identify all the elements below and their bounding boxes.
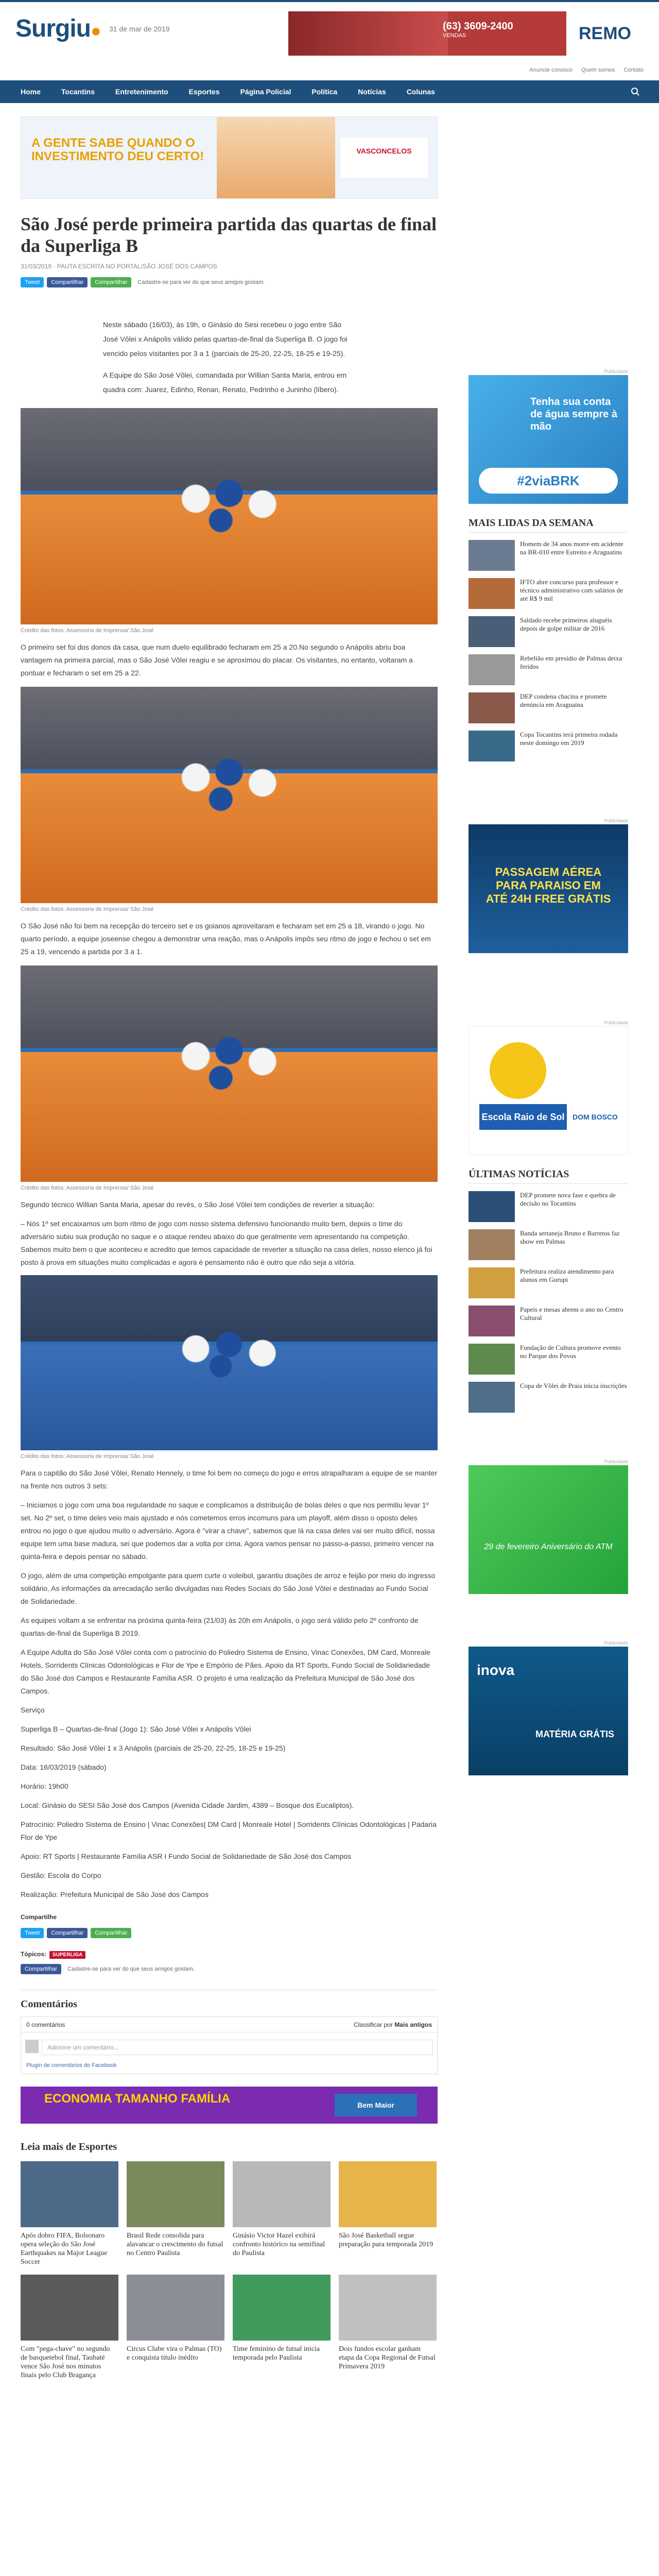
comments-title: Comentários xyxy=(21,1998,77,2010)
comment-input[interactable]: Adicione um comentário... xyxy=(42,2040,433,2055)
ad-label: Publicidade xyxy=(604,369,628,374)
related-card[interactable]: Dois fundos escolar ganham etapa da Copa Regional de Futsal Primavera 2019 xyxy=(339,2275,437,2380)
popular-item[interactable]: IFTO abre concurso para professor e técnico administrativo com salários de até R$ 9 mil xyxy=(469,578,628,609)
article-photo[interactable] xyxy=(21,1275,438,1450)
service-line: Data: 16/03/2019 (sábado) xyxy=(21,1763,107,1771)
ad-brand: inova xyxy=(477,1662,515,1678)
tags-row: Tópicos: SUPERLIGA xyxy=(21,1951,438,1959)
photo-caption: Crédito das fotos: Assessoria de Imprensa/ São José xyxy=(21,628,154,634)
tweet-button[interactable]: Tweet xyxy=(21,1928,44,1938)
ad-label: Publicidade xyxy=(604,1020,628,1025)
ad-tag: #2viaBRK xyxy=(479,468,618,494)
article-paragraph: Segundo técnico Willian Santa Maria, apesar do revés, o São José Vôlei tem condições de reverter a situação: xyxy=(21,1200,375,1209)
news-title: ÚLTIMAS NOTÍCIAS xyxy=(469,1168,628,1184)
share-bar xyxy=(21,277,438,287)
ad-text: Tenha sua conta de água sempre à mão xyxy=(530,396,617,432)
share-hint: Cadastre-se para ver do que seus amigos gostam. xyxy=(137,279,265,285)
photo-caption: Crédito das fotos: Assessoria de Imprensa/ São José xyxy=(21,906,154,912)
popular-item[interactable]: Saldado recebe primeiros aluguéis depois de golpe militar de 2016 xyxy=(469,616,628,647)
article-photo[interactable] xyxy=(21,965,438,1182)
sidebar-ad-inova[interactable] xyxy=(469,1647,628,1775)
service-line: Realização: Prefeitura Municipal de São José dos Campos xyxy=(21,1890,209,1899)
nav-item-colunas[interactable]: Colunas xyxy=(406,88,435,96)
related-card[interactable]: Com "pega-chave" no segundo de basquetebol final, Taubaté vence São José nos minutos finais pelo Club Bragança xyxy=(21,2275,118,2380)
article-body-2 xyxy=(21,1467,438,1901)
popular-item[interactable]: DEP condena chacina e promete denúncia em Araguaína xyxy=(469,692,628,723)
share-hint: Cadastre-se para ver do que seus amigos gostam. xyxy=(67,1966,195,1972)
ad-brand: VASCONCELOS xyxy=(340,138,428,178)
popular-item[interactable]: Homem de 34 anos morre em acidente na BR-010 entre Estreito e Araguatins xyxy=(469,540,628,571)
news-item[interactable]: Copa de Vôlei de Praia inicia inscrições xyxy=(469,1382,628,1413)
utility-link[interactable]: Quem somos xyxy=(581,67,615,73)
utility-links xyxy=(522,67,644,73)
news-item[interactable]: DEP promete nova fase e quebra de decisão no Tocantins xyxy=(469,1191,628,1222)
comments-plugin-link[interactable]: Plugin de comentários do Facebook xyxy=(26,2062,117,2069)
lead-paragraph: A Equipe do São José Vôlei, comandada por Willian Santa Maria, entrou em quadra com: Juarez, Edinho, Renan, Renato, Pedrinho e Juninho (líbero). xyxy=(103,371,347,394)
content-bottom-ad[interactable] xyxy=(21,2087,438,2124)
article-title: São José perde primeira partida das quartas de final da Superliga B xyxy=(21,214,437,256)
content-top-ad[interactable] xyxy=(21,116,438,199)
article-body xyxy=(21,1198,438,1269)
ad-phone: (63) 3609-2400 VENDAS xyxy=(443,21,513,39)
related-card[interactable]: Ginásio Victor Hazel exibirá confronto histórico na semifinal do Paulista xyxy=(233,2161,331,2266)
service-line: Patrocínio: Poliedro Sistema de Ensino | Vinac Conexões| DM Card | Monreale Hotel | Sorridents Clínicas Odontológicas | Padaria Flor de Ype xyxy=(21,1820,437,1841)
header-date: 31 de mar de 2019 xyxy=(109,25,170,33)
article-paragraph: – Nós 1º set encaixamos um bom ritmo de jogo com nosso sistema defensivo funcionando muito bem, depois o time do adversário subiu sua produção no saque e o ataque rendeu abaixo do que geralmente vem apresentando na competição. Sabemos muito bem o que aconteceu e acredito que temos capacidade de reverter a situação na casa deles, nosso elenco já foi posto à prova em situações muito complicadas e agora é pensamento não é outro que não seja a vitória. xyxy=(21,1219,432,1266)
news-item[interactable]: Fundação de Cultura promove evento no Parque dos Povos xyxy=(469,1344,628,1375)
header-ad[interactable] xyxy=(288,11,644,56)
share-bar-bottom xyxy=(21,1928,438,1938)
comment-count: 0 comentários xyxy=(26,2021,65,2028)
nav-item-entretenimento[interactable]: Entretenimento xyxy=(115,88,168,96)
article-paragraph: Para o capitão do São José Vôlei, Renato Hennely, o time foi bem no começo do jogo e erros atrapalharam a equipe de se manter na frente nos outros 3 sets: xyxy=(21,1469,438,1490)
ad-brand: REMO xyxy=(566,11,644,56)
news-item[interactable]: Banda sertaneja Bruno e Barretos faz show em Palmas xyxy=(469,1229,628,1260)
photo-caption: Crédito das fotos: Assessoria de Imprensa/ São José xyxy=(21,1453,154,1460)
share-footer: Compartilhe xyxy=(21,1913,57,1921)
article-paragraph: O São José não foi bem na recepção do terceiro set e os goianos aproveitaram e fecharam set em 25 a 18, virando o jogo. No quarto período, a equipe joseense chegou a demonstrar uma reação, mas o Anápolis impôs seu ritmo de jogo e fechou o set em 25 a 19, vencendo a partida por 3 a 1. xyxy=(21,922,431,956)
related-card[interactable]: São José Basketball segue preparação para temporada 2019 xyxy=(339,2161,437,2266)
comment-sort[interactable]: Classificar por Mais antigos xyxy=(353,2021,432,2028)
site-header xyxy=(0,0,659,61)
sidebar xyxy=(469,116,628,1775)
ad-headline: ECONOMIA TAMANHO FAMÍLIA xyxy=(44,2092,231,2106)
search-icon xyxy=(631,87,640,96)
sidebar-ad-anniversary[interactable] xyxy=(469,1465,628,1594)
popular-title: MAIS LIDAS DA SEMANA xyxy=(469,517,628,533)
ad-text: Escola Raio de Sol xyxy=(479,1104,567,1130)
ad-label: Publicidade xyxy=(604,1459,628,1464)
sidebar-ad-brk[interactable] xyxy=(469,375,628,504)
service-heading: Serviço xyxy=(21,1706,45,1714)
service-line: Apoio: RT Sports | Restaurante Família ASR I Fundo Social de Solidariedade de São José dos Campos xyxy=(21,1852,352,1860)
service-line: Horário: 19h00 xyxy=(21,1782,68,1790)
ad-text: PASSAGEM AÉREA PARA PARAISO EM ATÉ 24H FREE GRÁTIS xyxy=(485,866,611,905)
service-line: Local: Ginásio do SESI São José dos Campos (Avenida Cidade Jardim, 4389 – Bosque dos Eucaliptos). xyxy=(21,1801,354,1809)
ad-text: MATÉRIA GRÁTIS xyxy=(535,1729,614,1739)
article-paragraph: O jogo, além de uma competição empolgante para quem curte o voleibol, garantiu doações de arroz e feijão por meio do ingresso solidário. As informações da arrecadação serão divulgadas nas Redes Sociais do São José Vôlei e destinadas ao Fundo Social de Solidariedade. xyxy=(21,1571,436,1605)
popular-item[interactable]: Rebelião em presídio de Palmas deixa feridos xyxy=(469,654,628,685)
ad-headline: A GENTE SABE QUANDO O INVESTIMENTO DEU CERTO! xyxy=(31,136,204,163)
nav-item-tocantins[interactable]: Tocantins xyxy=(61,88,95,96)
article-photo[interactable] xyxy=(21,408,438,624)
facebook-share-button[interactable]: Compartilhar xyxy=(47,1928,88,1938)
related-card[interactable]: Time feminino de futsal inicia temporada pelo Paulista xyxy=(233,2275,331,2380)
ad-text: 29 de fevereiro Aniversário do ATM xyxy=(484,1543,613,1551)
service-line: Gestão: Escola do Corpo xyxy=(21,1871,101,1879)
related-card[interactable]: Após dobro FIFA, Bolsonaro opera seleção do São José Earthquakes na Major League Soccer xyxy=(21,2161,118,2266)
popular-item[interactable]: Copa Tocantins terá primeira rodada neste domingo em 2019 xyxy=(469,731,628,761)
main-nav xyxy=(0,80,659,103)
facebook-share-button[interactable]: Compartilhar xyxy=(47,277,88,287)
utility-link[interactable]: Anuncie conosco xyxy=(529,67,573,73)
ad-brand: DOM BOSCO xyxy=(573,1113,618,1121)
news-item[interactable]: Prefeitura realiza atendimento para alunos em Gurupi xyxy=(469,1267,628,1298)
article-photo[interactable] xyxy=(21,687,438,903)
whatsapp-share-button[interactable]: Compartilhar xyxy=(91,277,131,287)
ad-brand: Bem Maior xyxy=(335,2094,417,2116)
page-body xyxy=(10,103,649,2379)
tag-superliga[interactable]: SUPERLIGA xyxy=(49,1951,85,1959)
nav-item-home[interactable]: Home xyxy=(21,88,41,96)
search-button[interactable] xyxy=(622,80,649,103)
related-card[interactable]: Brasil Rede consolida para alavancar o crescimento do futsal no Centro Paulista xyxy=(127,2161,224,2266)
nav-item-policial[interactable]: Página Policial xyxy=(240,88,291,96)
share-bar-3 xyxy=(21,1964,438,1974)
lead-paragraph: Neste sábado (16/03), às 19h, o Ginásio do Sesi recebeu o jogo entre São José Vôlei x Anápolis válido pelas quartas-de-final da Superliga B. O jogo foi vencido pelos visitantes por 3 a 1 (parciais de 25-20, 22-25, 18-25 e 19-25). xyxy=(103,320,348,358)
sidebar-ad-flight[interactable] xyxy=(469,824,628,953)
ad-photo xyxy=(217,117,335,199)
service-line: Resultado: São José Vôlei 1 x 3 Anápolis (parciais de 25-20, 22-25, 18-25 e 19-25) xyxy=(21,1744,286,1752)
ad-label: Publicidade xyxy=(604,818,628,823)
nav-item-esportes[interactable]: Esportes xyxy=(188,88,220,96)
more-title: Leia mais de Esportes xyxy=(21,2141,117,2153)
ad-label: Publicidade xyxy=(604,1640,628,1646)
news-item[interactable]: Papeis e mesas abrem o ano no Centro Cultural xyxy=(469,1306,628,1336)
ad-image xyxy=(288,11,448,56)
article-paragraph: – Iniciamos o jogo com uma boa regularidade no saque e complicamos a distribuição de bolas deles o que nos permitiu levar 1º set. No 2º set, o time deles veio mais ajustado e nós cometemos erros incomuns para um playoff, além disso o oposto deles entrou no jogo o que ajudou muito o adversário. Agora é "virar a chave", sabemos que lá na casa deles vai ser muito difícil, nossa equipe tem uma base madura, sei que podemos dar a volta por cima. Agora vamos pensar no passo-a-passo, primeiro vencer na quinta-feira e depois pensar no sábado. xyxy=(21,1501,435,1561)
article-meta: 31/03/2019 · PAUTA ESCRITA NO PORTAL/SÃO JOSÉ DOS CAMPOS xyxy=(21,263,217,270)
nav-item-noticias[interactable]: Notícias xyxy=(358,88,386,96)
whatsapp-share-button[interactable]: Compartilhar xyxy=(91,1928,131,1938)
article-lead xyxy=(103,317,355,397)
photo-caption: Crédito das fotos: Assessoria de Imprensa/ São José xyxy=(21,1185,154,1191)
avatar xyxy=(25,2040,39,2053)
more-news xyxy=(21,2141,438,2380)
utility-bar xyxy=(0,61,659,80)
facebook-share-button[interactable]: Compartilhar xyxy=(21,1964,61,1974)
site-logo[interactable]: Surgiu● xyxy=(15,15,101,42)
article-column xyxy=(21,116,438,2380)
facebook-comments xyxy=(21,2016,438,2074)
comments-section xyxy=(21,1990,438,2074)
nav-item-politica[interactable]: Política xyxy=(311,88,338,96)
related-card[interactable]: Circus Clube vira o Palmas (TO) e conquista título inédito xyxy=(127,2275,224,2380)
utility-link[interactable]: Contato xyxy=(623,67,644,73)
article-paragraph: A Equipe Adulta do São José Vôlei conta com o patrocínio do Poliedro Sistema de Ensino, Vinac Conexões, DM Card, Monreale Hotels, Sorridents Clínicas Odontológicas e Flor de Ype e Empório de Pães. Apoio da RT Sports, Fundo Social de Solidariedade do São José dos Campos e Restaurante Família ASR. O projeto é uma realização da Prefeitura Municipal de São José dos Campos. xyxy=(21,1648,430,1695)
sidebar-ad-school[interactable] xyxy=(469,1026,628,1155)
tweet-button[interactable]: Tweet xyxy=(21,277,44,287)
article-paragraph: O primeiro set foi dos donos da casa, que num duelo equilibrado fecharam em 25 a 20.No segundo o Anápolis abriu boa vantagem na primeira parcial, mas o São José Vôlei reagiu e se aproximou do placar. Os visitantes, no entanto, voltaram a pontuar e fecharam o set em 25 a 22. xyxy=(21,643,413,677)
article-paragraph: As equipes voltam a se enfrentar na próxima quinta-feira (21/03) às 20h em Anápolis, o jogo será válido pelo 2º confronto de quartas-de-final da Superliga B 2019. xyxy=(21,1616,419,1637)
service-line: Superliga B – Quartas-de-final (Jogo 1): São José Vôlei x Anápolis Vôlei xyxy=(21,1725,251,1733)
